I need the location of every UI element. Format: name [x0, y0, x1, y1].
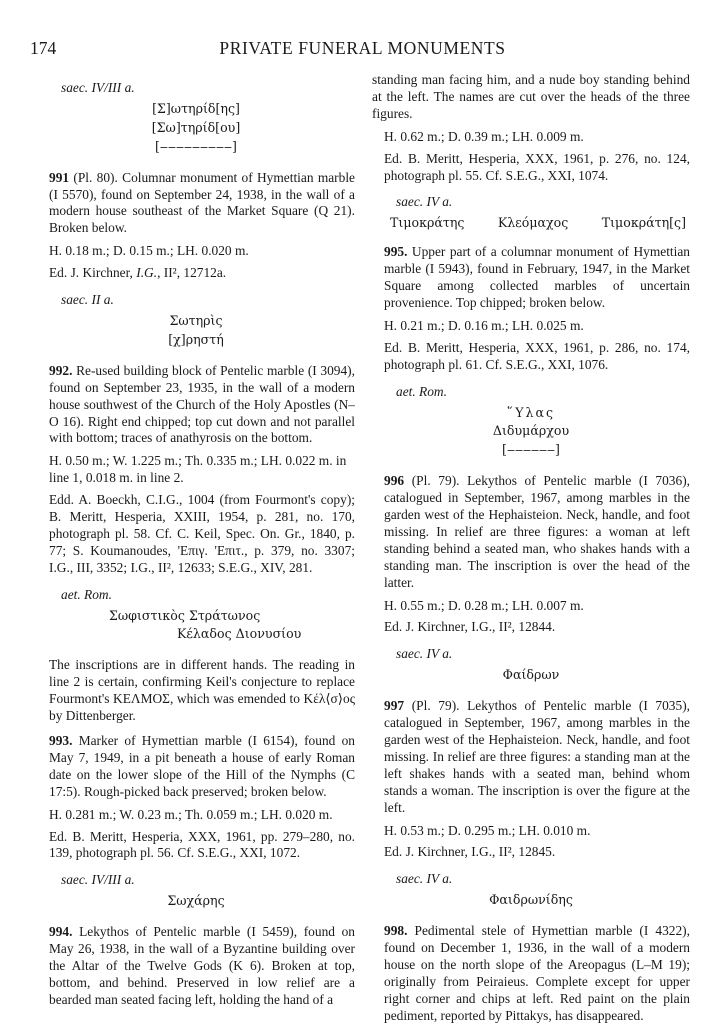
entry-text: (Pl. 80). Columnar monument of Hymettian marble (I 5570), found on September 24, 1938, in the wall of a modern house southeast of the Market Square (Q 21). Broken below.	[49, 169, 355, 236]
inscription	[37, 313, 355, 349]
entry-number: 996	[384, 473, 405, 489]
entry-993	[37, 733, 355, 801]
inscription-line: Διδυμάρχου	[492, 423, 570, 439]
inscription-line: Κέλαδος Διονυσίου	[177, 626, 302, 642]
inscription-line: Σωτηρὶς	[169, 312, 223, 328]
page-header	[30, 38, 695, 62]
inscription	[372, 892, 690, 909]
date-label: saec. IV a.	[396, 646, 453, 662]
edition-reference: Ed. B. Meritt, Hesperia, XXX, 1961, p. 276, no. 124, photograph pl. 55. Cf. S.E.G., XXI, 1074.	[384, 150, 690, 183]
page-number: 174	[30, 38, 57, 58]
entry-text: (Pl. 79). Lekythos of Pentelic marble (I 7035), catalogued in September, 1967, among marbles in the garden west of the Hephaisteion. Neck, handle, and foot missing. In relief are three figures: a standing man at the left shakes hands with a seated man, behind whom stands a woman. The inscription is over the figure at the left.	[384, 698, 690, 815]
entry-text: Upper part of a columnar monument of Hymettian marble (I 5943), found in February, 1947, in the Market Square among collected marbles of uncertain provenience. Top chipped; broken below.	[384, 244, 690, 310]
inscription-name: Τιμοκράτη[ς]	[601, 215, 686, 231]
entry-text: Pedimental stele of Hymettian marble (I 4322), found on December 1, 1936, in the wall of a modern house on the north slope of the Areopagus (L–M 19); originally from Peiraieus. Complete except for upper right corner and chips at left. Red paint on the plain pediment, reported by Pittakys, has disappeared.	[384, 923, 690, 1023]
inscription-name: Κλεόμαχος	[497, 215, 569, 231]
running-title: PRIVATE FUNERAL MONUMENTS	[219, 38, 506, 58]
inscription-line: [‒‒‒‒‒‒‒‒‒]	[155, 138, 237, 154]
entry-text: Lekythos of Pentelic marble (I 5459), found on May 26, 1938, in the wall of a Byzantine building over the Altar of the Twelve Gods (K 6). Broken at top, bottom, and behind. Preserved in low relief are a bearded man seated facing left, holding the hand of a	[49, 924, 355, 1007]
measurements: H. 0.50 m.; W. 1.225 m.; Th. 0.335 m.; LH. 0.022 m. in line 1, 0.018 m. in line 2.	[49, 453, 347, 486]
edition-reference	[37, 265, 355, 282]
entry-998	[372, 923, 690, 1024]
inscription-line: ῞Υλας	[506, 404, 556, 420]
date-label: saec. IV/III a.	[61, 872, 135, 888]
inscription	[372, 405, 690, 460]
entry-text: (Pl. 79). Lekythos of Pentelic marble (I 7036), catalogued in September, 1967, among marbles in the garden west of the Hephaisteion. Neck, handle, and foot missing. In relief are three figures: a woman at left standing behind a seated man, who shakes hands with a standing man. The inscription is over the head of the latter.	[384, 473, 690, 590]
entry-number: 998.	[384, 923, 408, 939]
inscription	[372, 667, 690, 684]
entry-text: Marker of Hymettian marble (I 6154), found on May 7, 1949, in a pit beneath a house of early Roman date on the lower slope of the Hill of the Nymphs (C 17:5). Rough-picked back preserved; broken below.	[49, 733, 355, 799]
date-label: saec. IV/III a.	[61, 80, 135, 95]
entry-number: 994.	[49, 924, 73, 940]
edition-text: , II², 12712a.	[157, 265, 227, 281]
inscription-line: Φαίδρων	[502, 667, 560, 683]
inscription	[37, 101, 355, 156]
edition-reference: Ed. B. Meritt, Hesperia, XXX, 1961, pp. 279–280, no. 139, photograph pl. 56. Cf. S.E.G., XXI, 1072.	[49, 828, 355, 861]
left-column	[37, 80, 355, 1015]
date-label: saec. II a.	[61, 292, 114, 308]
edition-reference: Ed. B. Meritt, Hesperia, XXX, 1961, p. 286, no. 174, photograph pl. 61. Cf. S.E.G., XXI, 1076.	[384, 339, 690, 372]
date-label: saec. IV a.	[396, 871, 453, 887]
entry-number: 991	[49, 169, 70, 185]
measurements: H. 0.53 m.; D. 0.295 m.; LH. 0.010 m.	[384, 822, 591, 838]
date-label: aet. Rom.	[61, 586, 112, 602]
entry-996	[372, 473, 690, 591]
entry-991	[37, 170, 355, 238]
entry-994	[37, 924, 355, 1009]
edition-reference: Ed. J. Kirchner, I.G., II², 12844.	[384, 619, 556, 635]
entry-997	[372, 698, 690, 816]
inscription-line: Φαιδρωνίδης	[489, 892, 573, 908]
edition-title: I.G.	[136, 265, 158, 281]
commentary: The inscriptions are in different hands. The reading in line 2 is certain, confirming Keil's conjecture to replace Fourmont's ΚΕΛΜΟΣ, which was emended to Κέλ⟨σ⟩ος by Dittenberger.	[49, 657, 355, 724]
measurements: H. 0.281 m.; W. 0.23 m.; Th. 0.059 m.; LH. 0.020 m.	[49, 806, 333, 822]
entry-995	[372, 244, 690, 312]
entry-number: 995.	[384, 244, 408, 260]
measurements: H. 0.62 m.; D. 0.39 m.; LH. 0.009 m.	[384, 128, 584, 144]
entry-994-continued: standing man facing him, and a nude boy standing behind at the left. The names are cut over the heads of the three figures.	[372, 72, 690, 121]
inscription	[37, 608, 355, 644]
date-label: saec. IV a.	[396, 194, 453, 210]
inscription-line: Σωχάρης	[167, 893, 225, 909]
edition-text: Ed. J. Kirchner,	[49, 265, 137, 281]
inscription	[372, 215, 690, 232]
inscription-line: Σωφιστικὸς Στράτωνος	[109, 607, 261, 623]
entry-992	[37, 363, 355, 448]
date-label: aet. Rom.	[396, 383, 447, 399]
inscription	[37, 893, 355, 910]
entry-number: 997	[384, 698, 405, 714]
right-column	[372, 72, 690, 1024]
measurements: H. 0.21 m.; D. 0.16 m.; LH. 0.025 m.	[384, 317, 584, 333]
measurements: H. 0.18 m.; D. 0.15 m.; LH. 0.020 m.	[49, 243, 249, 259]
entry-number: 992.	[49, 362, 73, 378]
entry-text: Re-used building block of Pentelic marble (I 3094), found on September 23, 1935, in the wall of a modern house southwest of the Church of the Holy Apostles (N–O 16). Right end chipped; top cut down and not parallel with bottom; traces of anathyrosis on the bottom.	[49, 362, 355, 446]
edition-reference: Ed. J. Kirchner, I.G., II², 12845.	[384, 844, 556, 860]
inscription-name: Τιμοκράτης	[390, 215, 465, 231]
inscription-line: [χ]ρηστή	[168, 331, 224, 347]
measurements: H. 0.55 m.; D. 0.28 m.; LH. 0.007 m.	[384, 597, 584, 613]
edition-reference: Edd. A. Boeckh, C.I.G., 1004 (from Fourmont's copy); B. Meritt, Hesperia, XXIII, 1954, p. 281, no. 170, photograph pl. 58. Cf. C. Keil, Spec. On. Gr., 1840, p. 77; S. Koumanoudes, 'Επιγ. 'Επιτ., p. 379, no. 3307; I.G., III, 3352; I.G., II², 12633; S.E.G., XIV, 281.	[49, 492, 355, 575]
inscription-line: [Σ]ωτηρίδ[ης]	[152, 100, 240, 116]
inscription-line: [Σω]τηρίδ[ου]	[151, 119, 241, 135]
entry-number: 993.	[49, 733, 73, 748]
inscription-line: [‒‒‒‒‒‒]	[502, 442, 560, 458]
